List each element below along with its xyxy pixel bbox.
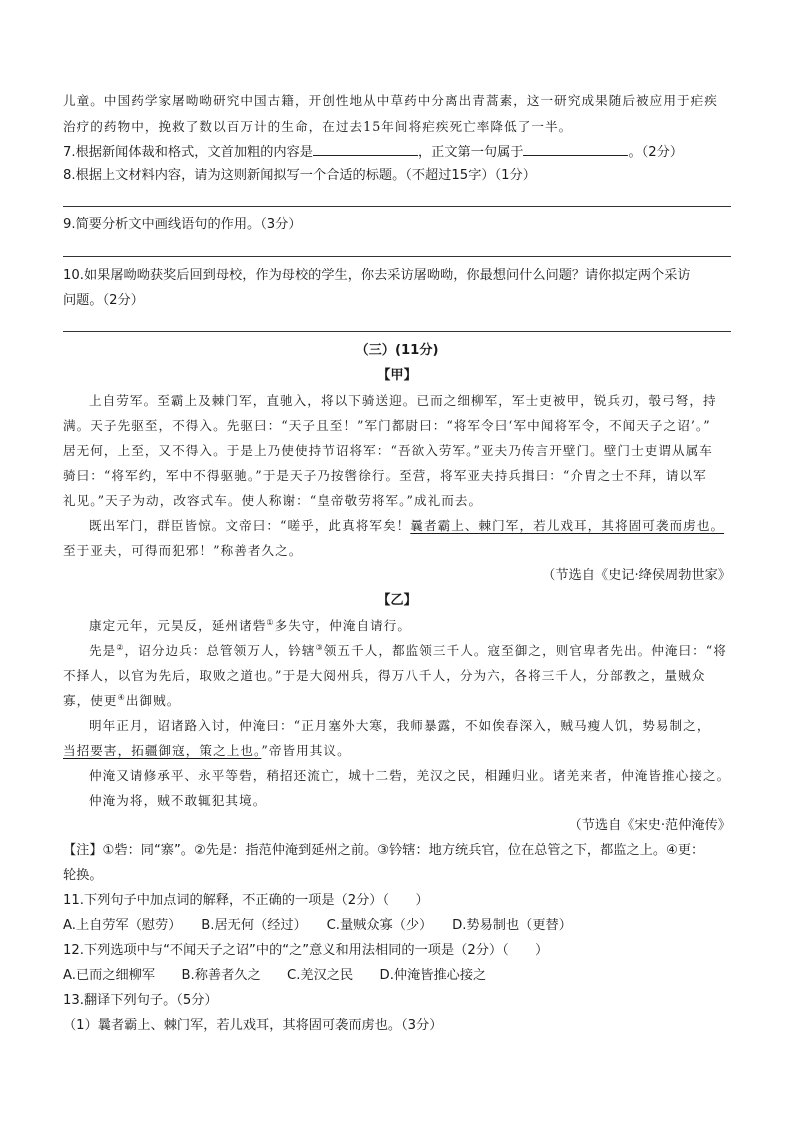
yi-text: ”帝皆用其议。 <box>261 743 351 758</box>
yi-line <box>63 742 731 760</box>
section-title: （三）(11分) <box>355 343 439 358</box>
question-13: 13.翻译下列句子。（5分） <box>63 993 218 1008</box>
passage-line: 治疗的药物中，挽救了数以百万计的生命，在过去15年间将疟疾死亡率降低了一半。 <box>63 119 573 134</box>
jia-source: （节选自《史记·绛侯周勃世家》 <box>542 568 731 583</box>
jia-line: 满。天子先驱至，不得入。先驱曰：“天子且至！”军门都尉曰：“将军令曰‘军中闻将军令，不闻天子之诏’。” <box>63 418 711 433</box>
question-10-line2: 问题。（2分） <box>63 293 144 308</box>
question-7-text-b: ，正文第一句属于 <box>417 145 524 160</box>
yi-text: 多失守，仲淹自请行。 <box>274 618 412 633</box>
passage-yi-title: 【乙】 <box>377 593 417 608</box>
yi-text: 出御贼。 <box>125 693 181 708</box>
yi-line: 仲淹又请修承平、永平等砦，稍招还流亡，城十二砦，羌汉之民，相踵归业。诸羌来者，仲淹皆推心接之。 <box>89 768 731 783</box>
question-7-text-a: 7.根据新闻体裁和格式，文首加粗的内容是 <box>63 145 313 160</box>
question-12-options[interactable]: A.已而之细柳军 B.称善者久之 C.羌汉之民 D.仲淹皆推心接之 <box>63 968 487 983</box>
underlined-sentence: 当招要害，拓疆御寇，策之上也。 <box>63 743 262 758</box>
jia-line: 上自劳军。至霸上及棘门军，直驰入，将以下骑送迎。已而之细柳军，军士吏被甲，锐兵刃，彀弓弩，持 <box>89 393 717 408</box>
passage-line: 儿童。中国药学家屠呦呦研究中国古籍，开创性地从中草药中分离出青蒿素，这一研究成果随后被应用于疟疾 <box>63 93 718 108</box>
answer-line[interactable] <box>63 331 731 332</box>
yi-line <box>63 692 731 710</box>
question-7 <box>63 142 731 162</box>
question-12: 12.下列选项中与“不闻天子之诏”中的“之”意义和用法相同的一项是（2分）（ ） <box>63 943 549 958</box>
answer-line[interactable] <box>63 256 731 257</box>
yi-text: 领五千人，都监领三千人。寇至御之，则官卑者先出。仲淹曰：“将 <box>323 643 727 658</box>
notes-line: 轮换。 <box>63 868 103 883</box>
yi-line <box>63 642 731 660</box>
footnote-marker: ① <box>266 617 275 627</box>
yi-line: 不择人，以官为先后，取败之道也。”于是大阅州兵，得万八千人，分为六，各将三千人，分部教之，量贼众 <box>63 668 706 683</box>
jia-line: 礼见。”天子为动，改容式车。使人称谢：“皇帝敬劳将军。”成礼而去。 <box>63 493 483 508</box>
yi-text: ，诏分边兵：总管领万人，钤辖 <box>124 643 316 658</box>
answer-line[interactable] <box>63 206 731 207</box>
yi-text: 寡，使更 <box>63 693 118 708</box>
jia-text: 既出军门，群臣皆惊。文帝曰：“嗟乎，此真将军矣！ <box>89 518 411 533</box>
question-11: 11.下列句子中加点词的解释，不正确的一项是（2分）（ ） <box>63 893 429 908</box>
yi-text: 康定元年，元昊反，延州诸砦 <box>89 618 267 633</box>
question-7-text-c: 。（2分） <box>628 145 684 160</box>
footnote-marker: ③ <box>315 642 324 652</box>
question-10-line1: 10.如果屠呦呦获奖后回到母校，作为母校的学生，你去采访屠呦呦，你最想问什么问题？请你拟定两个采访 <box>63 268 691 283</box>
jia-line: 居无何，上至，又不得入。于是上乃使使持节诏将军：“吾欲入劳军。”亚夫乃传言开壁门。壁门士吏谓从属车 <box>63 443 713 458</box>
answer-blank[interactable] <box>313 142 418 156</box>
question-13-item-1: （1）曩者霸上、棘门军，若儿戏耳，其将固可袭而虏也。（3分） <box>63 1018 443 1033</box>
question-8: 8.根据上文材料内容，请为这则新闻拟写一个合适的标题。（不超过15字）（1分） <box>63 168 536 183</box>
footnote-marker: ④ <box>117 692 126 702</box>
yi-line <box>63 617 731 635</box>
footnote-marker: ② <box>116 642 125 652</box>
yi-line: 明年正月，诏诸路入讨，仲淹曰：“正月塞外大寒，我师暴露，不如俟春深入，贼马瘦人饥，势易制之， <box>89 718 711 733</box>
passage-jia-title: 【甲】 <box>377 368 417 383</box>
question-9: 9.简要分析文中画线语句的作用。（3分） <box>63 217 302 232</box>
jia-line <box>63 517 731 535</box>
yi-line: 仲淹为将，贼不敢辄犯其境。 <box>89 793 267 808</box>
answer-blank[interactable] <box>523 142 628 156</box>
notes-line: 【注】①砦：同“寨”。②先是：指范仲淹到延州之前。③钤辖：地方统兵官，位在总管之下，都监之上。④更： <box>63 843 705 858</box>
question-11-options[interactable]: A.上自劳军（慰劳） B.居无何（经过） C.量贼众寡（少） D.势易制也（更替） <box>63 918 572 933</box>
jia-line: 骑曰：“将军约，军中不得驱驰。”于是天子乃按辔徐行。至营，将军亚夫持兵揖曰：“介胄之士不拜，请以军 <box>63 468 707 483</box>
yi-text: 先是 <box>89 643 117 658</box>
underlined-sentence: 曩者霸上、棘门军，若儿戏耳，其将固可袭而虏也。 <box>410 518 725 533</box>
jia-line: 至于亚夫，可得而犯邪！”称善者久之。 <box>63 543 303 558</box>
yi-source: （节选自《宋史·范仲淹传》 <box>568 818 731 833</box>
